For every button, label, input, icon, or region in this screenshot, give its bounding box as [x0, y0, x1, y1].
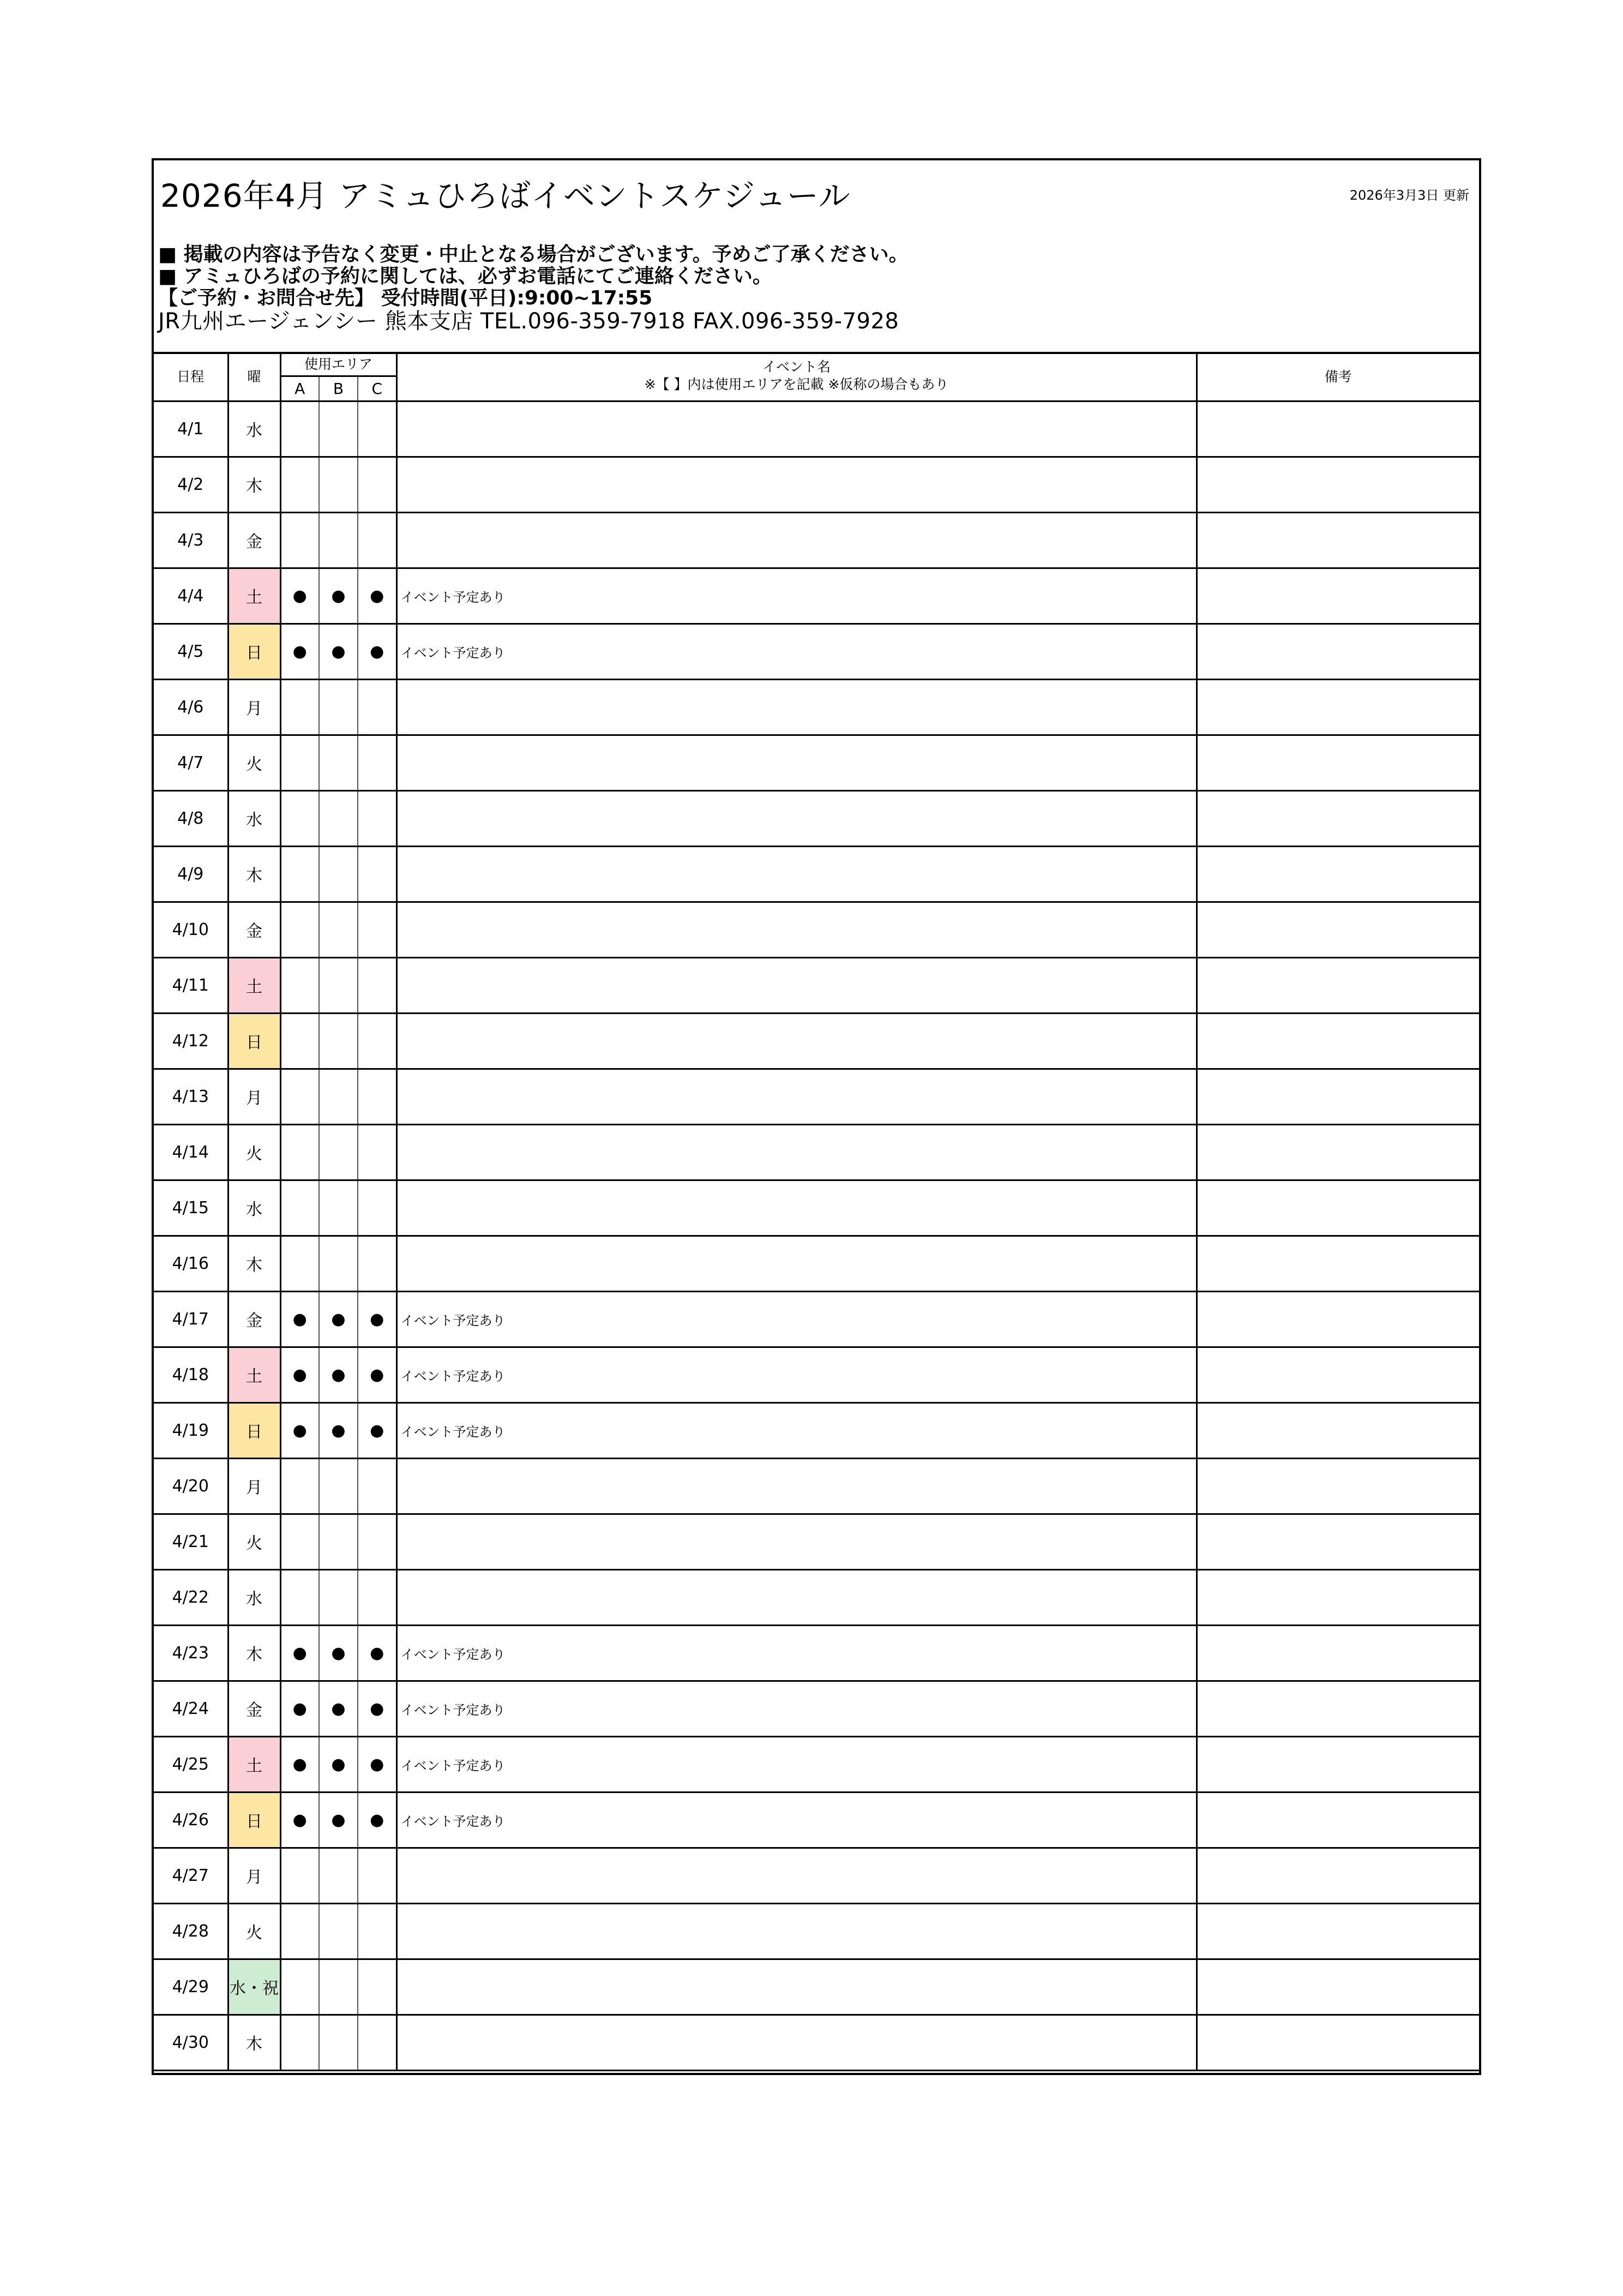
- area-c-cell: [358, 1514, 396, 1569]
- date-cell: 4/29: [154, 1959, 228, 2015]
- weekday-cell: 水: [228, 401, 280, 457]
- remarks-cell: [1197, 2015, 1479, 2070]
- area-a-cell: ●: [280, 1625, 319, 1681]
- table-row: [154, 679, 1479, 735]
- weekday-cell: 木: [228, 457, 280, 512]
- weekday-cell: 水: [228, 1180, 280, 1236]
- remarks-cell: [1197, 1959, 1479, 2015]
- event-cell: [396, 1124, 1197, 1180]
- notice-line: 【ご予約・お問合せ先】 受付時間(平日):9:00~17:55: [158, 287, 653, 309]
- date-cell: 4/27: [154, 1848, 228, 1903]
- area-b-cell: ●: [319, 1291, 358, 1347]
- area-b-cell: [319, 1569, 358, 1625]
- date-cell: 4/30: [154, 2015, 228, 2070]
- weekday-cell: 月: [228, 1069, 280, 1124]
- date-cell: 4/2: [154, 457, 228, 512]
- area-b-cell: [319, 1458, 358, 1514]
- area-b-cell: [319, 1903, 358, 1959]
- weekday-cell: 木: [228, 846, 280, 902]
- area-b-cell: ●: [319, 1792, 358, 1848]
- date-cell: 4/14: [154, 1124, 228, 1180]
- date-cell: 4/11: [154, 957, 228, 1013]
- remarks-cell: [1197, 1569, 1479, 1625]
- table-row: [154, 1347, 1479, 1402]
- date-cell: 4/7: [154, 735, 228, 790]
- area-a-cell: [280, 679, 319, 735]
- date-cell: 4/3: [154, 512, 228, 568]
- remarks-cell: [1197, 846, 1479, 902]
- area-c-cell: [358, 1124, 396, 1180]
- area-c-cell: [358, 735, 396, 790]
- event-cell: イベント予定あり: [396, 1347, 1197, 1402]
- area-c-cell: ●: [358, 1681, 396, 1736]
- area-a-cell: [280, 790, 319, 846]
- area-c-cell: [358, 512, 396, 568]
- area-b-cell: ●: [319, 624, 358, 679]
- area-a-cell: [280, 1458, 319, 1514]
- area-b-cell: [319, 1013, 358, 1069]
- weekday-cell: 日: [228, 624, 280, 679]
- event-cell: [396, 512, 1197, 568]
- table-row: [154, 457, 1479, 512]
- table-row: [154, 902, 1479, 957]
- date-cell: 4/26: [154, 1792, 228, 1848]
- weekday-cell: 金: [228, 902, 280, 957]
- header-area-c: C: [358, 376, 396, 401]
- area-c-cell: [358, 1236, 396, 1291]
- area-c-cell: [358, 957, 396, 1013]
- area-a-cell: [280, 512, 319, 568]
- weekday-cell: 土: [228, 1736, 280, 1792]
- table-row: [154, 1959, 1479, 2015]
- area-a-cell: [280, 1069, 319, 1124]
- area-c-cell: [358, 1069, 396, 1124]
- table-row: [154, 1069, 1479, 1124]
- area-a-cell: [280, 1514, 319, 1569]
- table-row: [154, 401, 1479, 457]
- area-b-cell: ●: [319, 1681, 358, 1736]
- header-area-a: A: [280, 376, 319, 401]
- date-cell: 4/13: [154, 1069, 228, 1124]
- area-c-cell: ●: [358, 568, 396, 624]
- date-cell: 4/9: [154, 846, 228, 902]
- schedule-sheet: [152, 158, 1481, 2075]
- area-a-cell: [280, 735, 319, 790]
- area-a-cell: [280, 401, 319, 457]
- area-a-cell: ●: [280, 624, 319, 679]
- event-cell: [396, 957, 1197, 1013]
- event-cell: [396, 1236, 1197, 1291]
- updated-date: 2026年3月3日 更新: [1349, 188, 1469, 203]
- area-b-cell: [319, 679, 358, 735]
- notice-line: ■ アミュひろばの予約に関しては、必ずお電話にてご連絡ください。: [158, 265, 772, 287]
- area-b-cell: [319, 1514, 358, 1569]
- remarks-cell: [1197, 1124, 1479, 1180]
- event-cell: イベント予定あり: [396, 1402, 1197, 1458]
- header-remarks: 備考: [1197, 352, 1479, 401]
- remarks-cell: [1197, 790, 1479, 846]
- weekday-cell: 火: [228, 1514, 280, 1569]
- remarks-cell: [1197, 1458, 1479, 1514]
- date-cell: 4/24: [154, 1681, 228, 1736]
- weekday-cell: 火: [228, 735, 280, 790]
- area-a-cell: ●: [280, 1291, 319, 1347]
- area-a-cell: [280, 2015, 319, 2070]
- weekday-cell: 土: [228, 568, 280, 624]
- date-cell: 4/6: [154, 679, 228, 735]
- area-b-cell: [319, 1959, 358, 2015]
- weekday-cell: 土: [228, 1347, 280, 1402]
- event-cell: [396, 790, 1197, 846]
- remarks-cell: [1197, 1291, 1479, 1347]
- weekday-cell: 木: [228, 2015, 280, 2070]
- table-row: [154, 1569, 1479, 1625]
- header-event: [396, 352, 1197, 401]
- event-cell: [396, 1180, 1197, 1236]
- date-cell: 4/17: [154, 1291, 228, 1347]
- event-cell: [396, 2015, 1197, 2070]
- remarks-cell: [1197, 1514, 1479, 1569]
- date-cell: 4/1: [154, 401, 228, 457]
- area-c-cell: [358, 902, 396, 957]
- area-b-cell: ●: [319, 1736, 358, 1792]
- date-cell: 4/22: [154, 1569, 228, 1625]
- weekday-cell: 月: [228, 679, 280, 735]
- table-row: [154, 1736, 1479, 1792]
- area-c-cell: [358, 1013, 396, 1069]
- weekday-cell: 土: [228, 957, 280, 1013]
- weekday-cell: 月: [228, 1458, 280, 1514]
- area-a-cell: [280, 957, 319, 1013]
- notice-line: ■ 掲載の内容は予告なく変更・中止となる場合がございます。予めご了承ください。: [158, 243, 909, 266]
- event-cell: [396, 902, 1197, 957]
- table-row: [154, 1625, 1479, 1681]
- date-cell: 4/18: [154, 1347, 228, 1402]
- area-b-cell: [319, 401, 358, 457]
- table-row: [154, 735, 1479, 790]
- area-c-cell: [358, 1903, 396, 1959]
- remarks-cell: [1197, 401, 1479, 457]
- remarks-cell: [1197, 1347, 1479, 1402]
- weekday-cell: 木: [228, 1236, 280, 1291]
- area-c-cell: [358, 401, 396, 457]
- notice-block: [158, 244, 909, 333]
- date-cell: 4/5: [154, 624, 228, 679]
- remarks-cell: [1197, 1903, 1479, 1959]
- area-c-cell: ●: [358, 1291, 396, 1347]
- weekday-cell: 日: [228, 1013, 280, 1069]
- area-b-cell: [319, 957, 358, 1013]
- table-row: [154, 1291, 1479, 1347]
- remarks-cell: [1197, 902, 1479, 957]
- table-row: [154, 1792, 1479, 1848]
- schedule-rows: [154, 401, 1479, 2070]
- weekday-cell: 火: [228, 1124, 280, 1180]
- area-a-cell: [280, 902, 319, 957]
- remarks-cell: [1197, 512, 1479, 568]
- area-a-cell: [280, 1569, 319, 1625]
- contact-line: JR九州エージェンシー 熊本支店 TEL.096-359-7918 FAX.096-359-7928: [158, 309, 899, 334]
- table-row: [154, 2015, 1479, 2070]
- event-cell: [396, 1569, 1197, 1625]
- weekday-cell: 水: [228, 790, 280, 846]
- area-b-cell: [319, 735, 358, 790]
- area-b-cell: ●: [319, 1347, 358, 1402]
- table-row: [154, 512, 1479, 568]
- area-c-cell: [358, 1569, 396, 1625]
- remarks-cell: [1197, 1180, 1479, 1236]
- area-c-cell: [358, 1848, 396, 1903]
- date-cell: 4/8: [154, 790, 228, 846]
- table-row: [154, 957, 1479, 1013]
- area-b-cell: [319, 2015, 358, 2070]
- header-event-note: ※【 】内は使用エリアを記載 ※仮称の場合もあり: [644, 376, 949, 393]
- event-cell: イベント予定あり: [396, 1291, 1197, 1347]
- area-a-cell: ●: [280, 1681, 319, 1736]
- date-cell: 4/21: [154, 1514, 228, 1569]
- area-b-cell: [319, 1180, 358, 1236]
- area-a-cell: [280, 1013, 319, 1069]
- remarks-cell: [1197, 1681, 1479, 1736]
- weekday-cell: 月: [228, 1848, 280, 1903]
- weekday-cell: 金: [228, 1681, 280, 1736]
- area-a-cell: [280, 1903, 319, 1959]
- event-cell: [396, 457, 1197, 512]
- remarks-cell: [1197, 1625, 1479, 1681]
- area-b-cell: [319, 1236, 358, 1291]
- area-c-cell: ●: [358, 624, 396, 679]
- event-cell: イベント予定あり: [396, 568, 1197, 624]
- event-cell: [396, 1903, 1197, 1959]
- event-cell: イベント予定あり: [396, 1792, 1197, 1848]
- area-c-cell: [358, 1180, 396, 1236]
- table-row: [154, 1180, 1479, 1236]
- weekday-cell: 日: [228, 1792, 280, 1848]
- table-row: [154, 1458, 1479, 1514]
- area-c-cell: [358, 846, 396, 902]
- table-row: [154, 1013, 1479, 1069]
- weekday-cell: 日: [228, 1402, 280, 1458]
- weekday-cell: 木: [228, 1625, 280, 1681]
- date-cell: 4/28: [154, 1903, 228, 1959]
- date-cell: 4/16: [154, 1236, 228, 1291]
- remarks-cell: [1197, 457, 1479, 512]
- header-event-label: イベント名: [762, 359, 831, 375]
- event-cell: イベント予定あり: [396, 624, 1197, 679]
- event-cell: イベント予定あり: [396, 1681, 1197, 1736]
- remarks-cell: [1197, 1848, 1479, 1903]
- event-cell: [396, 1848, 1197, 1903]
- area-a-cell: [280, 1848, 319, 1903]
- area-b-cell: [319, 1848, 358, 1903]
- event-cell: [396, 1959, 1197, 2015]
- table-row: [154, 790, 1479, 846]
- area-b-cell: [319, 1124, 358, 1180]
- remarks-cell: [1197, 1402, 1479, 1458]
- weekday-cell: 金: [228, 1291, 280, 1347]
- event-cell: [396, 679, 1197, 735]
- remarks-cell: [1197, 735, 1479, 790]
- header-area: 使用エリア: [280, 352, 396, 376]
- remarks-cell: [1197, 1069, 1479, 1124]
- area-a-cell: ●: [280, 568, 319, 624]
- weekday-cell: 金: [228, 512, 280, 568]
- weekday-cell: 水: [228, 1569, 280, 1625]
- area-a-cell: ●: [280, 1347, 319, 1402]
- event-cell: [396, 735, 1197, 790]
- area-a-cell: ●: [280, 1792, 319, 1848]
- table-row: [154, 1236, 1479, 1291]
- area-a-cell: ●: [280, 1402, 319, 1458]
- date-cell: 4/12: [154, 1013, 228, 1069]
- event-cell: [396, 846, 1197, 902]
- remarks-cell: [1197, 1736, 1479, 1792]
- remarks-cell: [1197, 1792, 1479, 1848]
- sheet-header: [154, 160, 1479, 354]
- remarks-cell: [1197, 1236, 1479, 1291]
- weekday-cell: 水・祝: [228, 1959, 280, 2015]
- area-c-cell: [358, 457, 396, 512]
- event-cell: [396, 1458, 1197, 1514]
- area-a-cell: [280, 1236, 319, 1291]
- date-cell: 4/4: [154, 568, 228, 624]
- area-b-cell: [319, 846, 358, 902]
- table-row: [154, 1903, 1479, 1959]
- area-c-cell: ●: [358, 1792, 396, 1848]
- event-cell: [396, 1514, 1197, 1569]
- table-row: [154, 846, 1479, 902]
- page-title: 2026年4月 アミュひろばイベントスケジュール: [160, 177, 851, 214]
- area-c-cell: [358, 790, 396, 846]
- area-a-cell: ●: [280, 1736, 319, 1792]
- area-c-cell: ●: [358, 1625, 396, 1681]
- area-a-cell: [280, 1959, 319, 2015]
- table-row: [154, 1848, 1479, 1903]
- table-row: [154, 624, 1479, 679]
- date-cell: 4/20: [154, 1458, 228, 1514]
- table-row: [154, 1681, 1479, 1736]
- area-b-cell: [319, 1069, 358, 1124]
- table-row: [154, 1514, 1479, 1569]
- area-b-cell: [319, 790, 358, 846]
- remarks-cell: [1197, 679, 1479, 735]
- remarks-cell: [1197, 1013, 1479, 1069]
- area-b-cell: [319, 512, 358, 568]
- area-c-cell: ●: [358, 1736, 396, 1792]
- date-cell: 4/10: [154, 902, 228, 957]
- area-c-cell: [358, 679, 396, 735]
- remarks-cell: [1197, 957, 1479, 1013]
- area-b-cell: ●: [319, 568, 358, 624]
- area-b-cell: ●: [319, 1402, 358, 1458]
- area-a-cell: [280, 1180, 319, 1236]
- date-cell: 4/23: [154, 1625, 228, 1681]
- remarks-cell: [1197, 624, 1479, 679]
- schedule-table: [154, 352, 1479, 2071]
- weekday-cell: 火: [228, 1903, 280, 1959]
- table-row: [154, 1124, 1479, 1180]
- event-cell: イベント予定あり: [396, 1736, 1197, 1792]
- event-cell: [396, 1013, 1197, 1069]
- area-b-cell: ●: [319, 1625, 358, 1681]
- date-cell: 4/15: [154, 1180, 228, 1236]
- area-c-cell: [358, 2015, 396, 2070]
- event-cell: [396, 1069, 1197, 1124]
- area-b-cell: [319, 457, 358, 512]
- table-row: [154, 568, 1479, 624]
- area-a-cell: [280, 457, 319, 512]
- event-cell: [396, 401, 1197, 457]
- area-c-cell: ●: [358, 1402, 396, 1458]
- date-cell: 4/19: [154, 1402, 228, 1458]
- area-b-cell: [319, 902, 358, 957]
- event-cell: イベント予定あり: [396, 1625, 1197, 1681]
- table-row: [154, 1402, 1479, 1458]
- area-a-cell: [280, 846, 319, 902]
- header-date: 日程: [154, 352, 228, 401]
- area-c-cell: [358, 1959, 396, 2015]
- remarks-cell: [1197, 568, 1479, 624]
- header-area-b: B: [319, 376, 358, 401]
- area-c-cell: ●: [358, 1347, 396, 1402]
- date-cell: 4/25: [154, 1736, 228, 1792]
- header-weekday: 曜: [228, 352, 280, 401]
- area-c-cell: [358, 1458, 396, 1514]
- area-a-cell: [280, 1124, 319, 1180]
